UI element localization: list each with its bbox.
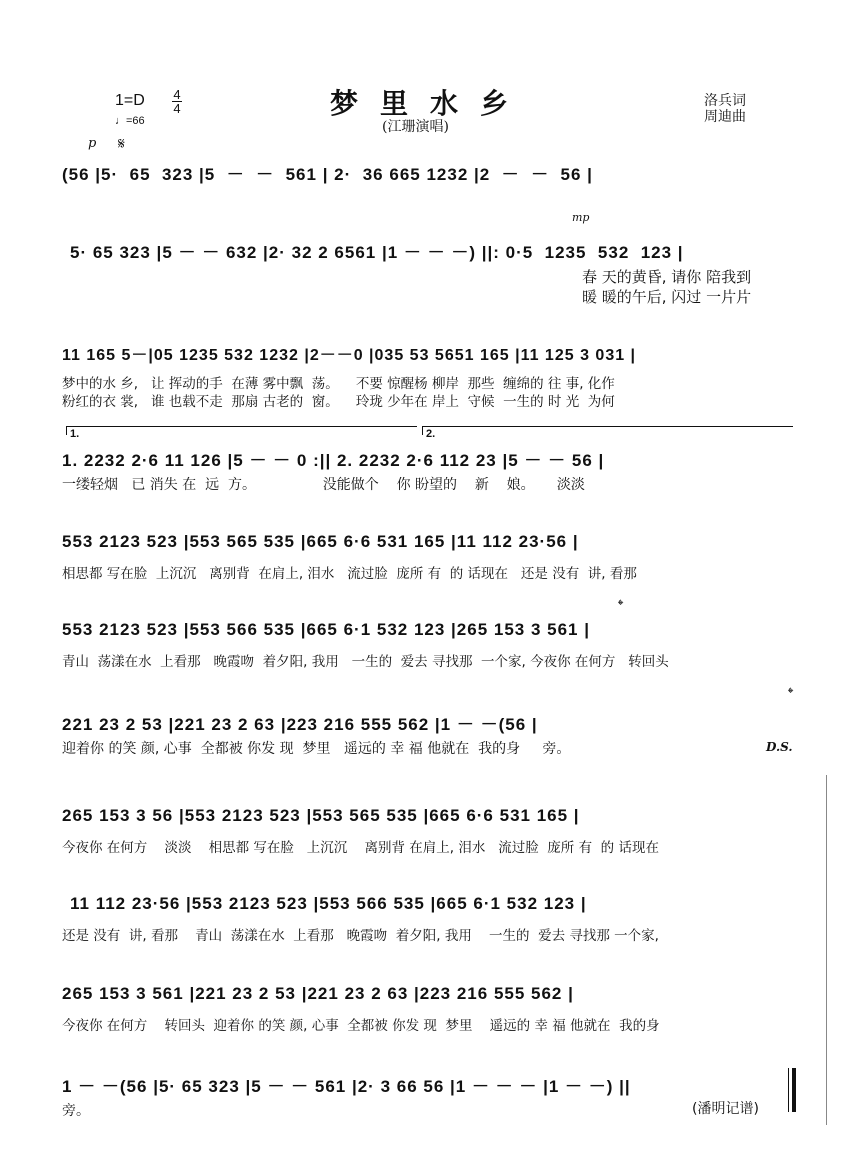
system-11-notes: 1 － －(56 |5· 65 323 |5 － － 561 |2· 3 66 56 |1 － － － |1 － －) || (62, 1077, 631, 1096)
system-11-lyrics: 旁。 (62, 1103, 90, 1119)
performer-note: (江珊演唱) (382, 119, 449, 135)
system-10-notes: 265 153 3 561 |221 23 2 53 |221 23 2 63 |223 216 555 562 | (62, 984, 574, 1003)
system-10-lyrics: 今夜你 在何方 转回头 迎着你 的笑 颜, 心事 全都被 你发 现 梦里 遥远的 幸 福 他就在 我的身 (62, 1018, 660, 1034)
lyricist-credit: 洛兵词 (704, 93, 746, 109)
ending-1-label: 1. (70, 428, 80, 440)
transcriber-credit: (潘明记谱) (692, 1101, 759, 1117)
system-9-lyrics: 还是 没有 讲, 看那 青山 荡漾在水 上看那 晚霞吻 着夕阳, 我用 一生的 爱去 寻找那 一个家, (62, 928, 659, 944)
system-1-notes: (56 |5· 65 323 |5 － － 561 | 2· 36 665 1232 |2 － － 56 | (62, 165, 593, 184)
time-signature (172, 88, 182, 115)
system-7-notes: 221 23 2 53 |221 23 2 63 |223 216 555 562 |1 － －(56 | (62, 715, 538, 734)
ds-mark: D.S. (766, 740, 793, 754)
time-signature-top: 4 (173, 87, 181, 102)
system-2-lyrics-verse-2: 暖 暖的午后, 闪过 一片片 (582, 288, 752, 306)
system-8-notes: 265 153 3 56 |553 2123 523 |553 565 535 |665 6·6 531 165 | (62, 806, 580, 825)
song-title: 梦里水乡 (330, 87, 531, 120)
system-6-lyrics: 青山 荡漾在水 上看那 晚霞吻 着夕阳, 我用 一生的 爱去 寻找那 一个家, 今夜你 在何方 转回头 (62, 654, 669, 670)
system-9-notes: 11 112 23·56 |553 2123 523 |553 566 535 |665 6·1 532 123 | (70, 894, 587, 913)
coda-sign-1: 𝄌 (618, 596, 624, 614)
system-7-lyrics: 迎着你 的笑 颜, 心事 全都被 你发 现 梦里 遥远的 幸 福 他就在 我的身 旁。 (62, 741, 571, 757)
system-4-lyrics: 一缕轻烟 已 消失 在 远 方。 没能做个 你 盼望的 新 娘。 淡淡 (62, 477, 585, 493)
system-2-lyrics-verse-1: 春 天的黄昏, 请你 陪我到 (582, 268, 752, 286)
ending-1-bracket (66, 426, 417, 435)
system-6-notes: 553 2123 523 |553 566 535 |665 6·1 532 123 |265 153 3 561 | (62, 620, 590, 639)
system-2-notes: 5· 65 323 |5 － － 632 |2· 32 2 6561 |1 － － －) ||: 0·5 1235 532 123 | (70, 243, 684, 262)
ending-2-bracket (422, 426, 793, 435)
tempo-marking: ♩=66 (115, 115, 145, 127)
composer-credit: 周迪曲 (704, 109, 746, 125)
ending-2-label: 2. (426, 428, 436, 440)
system-5-lyrics: 相思都 写在脸 上沉沉 离别背 在肩上, 泪水 流过脸 庞所 有 的 话现在 还是 没有 讲, 看那 (62, 566, 637, 582)
final-barline-thick (792, 1068, 796, 1112)
system-4-notes: 1. 2232 2·6 11 126 |5 － － 0 :|| 2. 2232 2·6 112 23 |5 － － 56 | (62, 451, 605, 470)
time-signature-bottom: 4 (173, 101, 181, 116)
dynamic-p: p (88, 136, 97, 151)
system-3-lyrics-verse-2: 粉红的衣 裳, 谁 也载不走 那扇 古老的 窗。 玲珑 少年在 岸上 守候 一生的 时 光 为何 (62, 394, 615, 410)
dynamic-mp: mp (572, 211, 590, 224)
system-5-notes: 553 2123 523 |553 565 535 |665 6·6 531 165 |11 112 23·56 | (62, 532, 579, 551)
system-8-lyrics: 今夜你 在何方 淡淡 相思都 写在脸 上沉沉 离别背 在肩上, 泪水 流过脸 庞所 有 的 话现在 (62, 840, 659, 856)
final-barline-thin (788, 1068, 789, 1112)
page-edge-line (826, 775, 827, 1125)
key-signature: 1=D (115, 92, 145, 109)
system-3-notes: 11 165 5－|05 1235 532 1232 |2－－0 |035 53 5651 165 |11 125 3 031 | (62, 347, 637, 364)
segno-sign: 𝄋 (118, 134, 125, 153)
coda-sign-2: 𝄌 (788, 684, 794, 702)
system-3-lyrics-verse-1: 梦中的水 乡, 让 挥动的手 在薄 雾中飘 荡。 不要 惊醒杨 柳岸 那些 缠绵的 往 事, 化作 (62, 376, 615, 392)
